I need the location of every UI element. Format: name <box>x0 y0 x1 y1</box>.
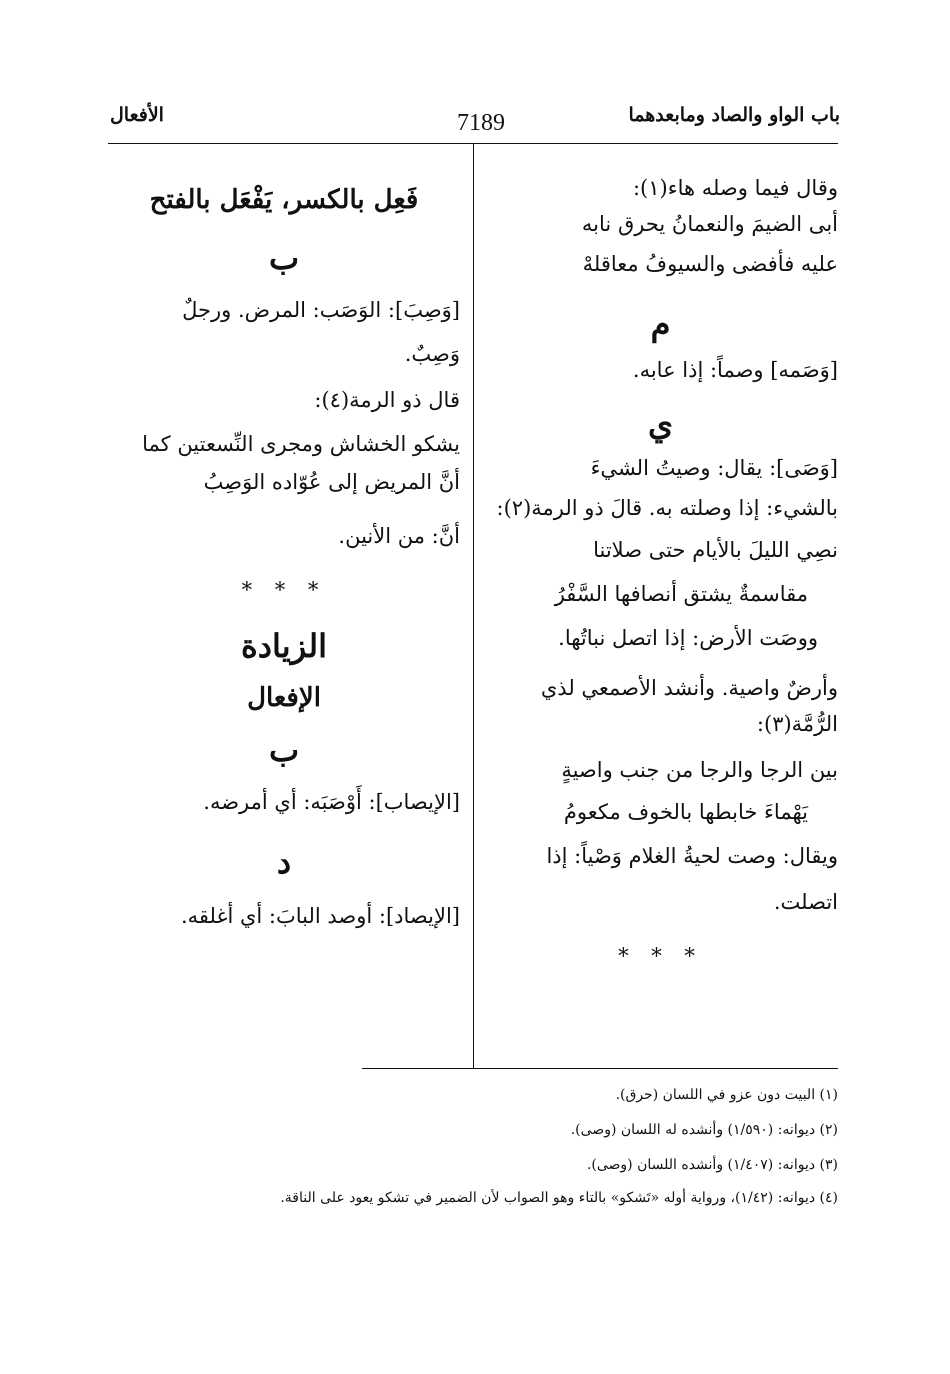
column-divider <box>473 143 474 1068</box>
verse-line: عليه فأفضى والسيوفُ معاقلهْ <box>582 252 838 276</box>
right-column <box>483 160 838 972</box>
entry-text: وأرضٌ واصية. وأنشد الأصمعي لذي <box>540 676 838 700</box>
verse-line: يَهْماءَ خابطها بالخوف مكعومُ <box>563 800 808 824</box>
verse-line: مقاسمةٌ يشتق أنصافها السَّفْرُ <box>554 582 808 606</box>
letter-heading-yaa: ي <box>647 405 674 443</box>
entry-iysad: [الإيصاد]: أوصد البابَ: أي أغلقه. <box>180 904 460 928</box>
entry-text: الرُّمَّة(٣): <box>756 712 838 736</box>
letter-heading-meem: م <box>650 305 671 343</box>
footnote-3: (٣) ديوانه: (١/٤٠٧) وأنشده اللسان (وصى). <box>586 1157 838 1173</box>
heading-ifaal: الإفعال <box>247 683 321 713</box>
entry-text: اتصلت. <box>773 890 838 914</box>
letter-heading-baa: ب <box>268 239 300 277</box>
footnote-4: (٤) ديوانه: (١/٤٢)، ورواية أوله «تَشكو» بالتاء وهو الصواب لأن الضمير في تشكو يعود على الناقة. <box>280 1190 838 1206</box>
section-separator: * * * <box>618 944 703 968</box>
entry-wasa: [وَصَى]: يقال: وصيتُ الشيءَ <box>590 456 838 480</box>
section-separator: * * * <box>241 578 327 602</box>
footnote-1: (١) البيت دون عزو في اللسان (حرق). <box>615 1087 838 1103</box>
verse-line: بين الرجا والرجا من جنب واصيةٍ <box>561 758 838 782</box>
running-header-chapter: باب الواو والصاد ومابعدهما <box>628 104 840 126</box>
verse-intro: وقال فيما وصله هاء(١): <box>632 176 838 200</box>
verse-intro: قال ذو الرمة(٤): <box>314 388 460 412</box>
running-header-section: الأفعال <box>110 104 164 126</box>
heading-ziyada: الزيادة <box>241 627 327 665</box>
entry-iysab: [الإيصاب]: أَوْصَبَه: أي أمرضه. <box>203 790 460 814</box>
verse-line: أبى الضيمَ والنعمانُ يحرق نابه <box>581 212 838 236</box>
entry-text: أنَّ: من الأنين. <box>338 524 460 548</box>
verse-line: أنَّ المريض إلى عُوّاده الوَصِبُ <box>203 470 460 494</box>
entry-wasiba: [وَصِبَ]: الوَصَب: المرض. ورجلٌ <box>182 298 460 322</box>
letter-heading-dal: د <box>276 843 292 881</box>
entry-text: بالشيء: إذا وصلته به. قالَ ذو الرمة(٢): <box>496 496 838 520</box>
footnote-rule <box>362 1068 838 1069</box>
entry-text: ووصَت الأرض: إذا اتصل نباتُها. <box>558 626 818 650</box>
left-column <box>108 160 460 932</box>
section-heading-fail: فَعِل بالكسر، يَفْعَل بالفتح <box>149 185 419 215</box>
entry-wasamahu: [وَصَمه] وصماً: إذا عابه. <box>632 358 838 382</box>
entry-text: وَصِبٌ. <box>404 342 460 366</box>
footnote-2: (٢) ديوانه: (١/٥٩٠) وأنشده له اللسان (وصى). <box>570 1122 838 1138</box>
entry-text: ويقال: وصت لحيةُ الغلام وَصْياً: إذا <box>546 844 838 868</box>
verse-line: نصِي الليلَ بالأيام حتى صلاتنا <box>593 538 838 562</box>
verse-line: يشكو الخشاش ومجرى النِّسعتين كما <box>142 432 460 456</box>
page-number: 7189 <box>457 110 505 136</box>
letter-heading-baa: ب <box>268 731 300 769</box>
